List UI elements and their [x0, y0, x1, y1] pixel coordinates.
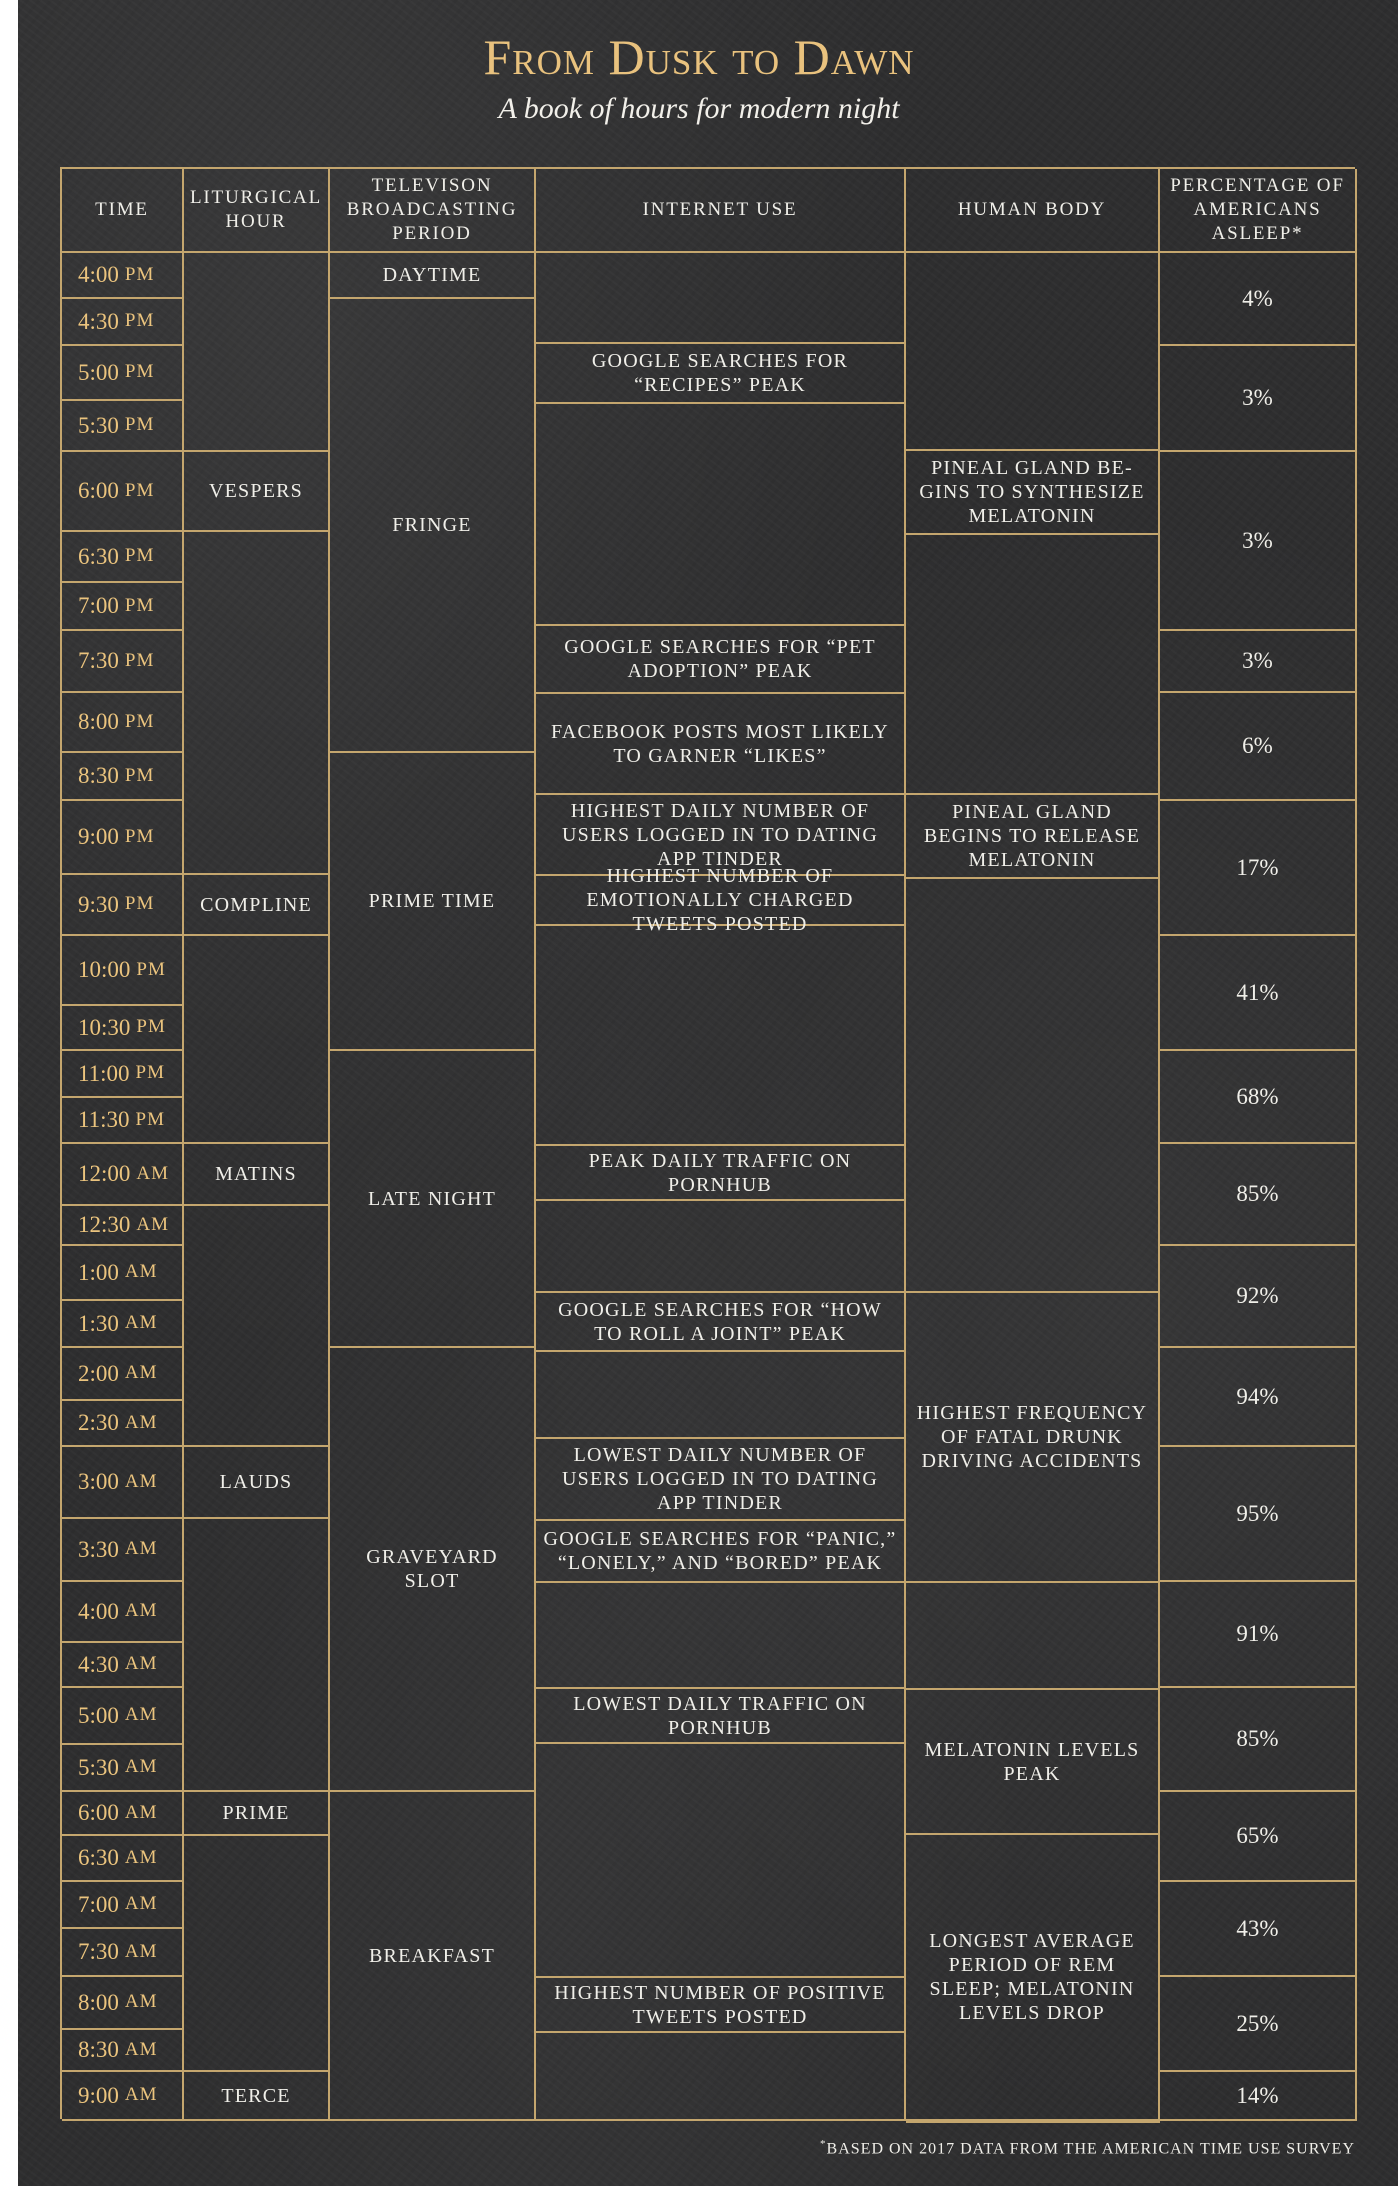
percent-asleep-cell: 65%	[1160, 1792, 1357, 1882]
time-cell	[62, 1098, 184, 1144]
time-meridiem: PM	[124, 263, 155, 285]
time-value: 7:30	[78, 648, 119, 674]
percent-asleep-cell: 94%	[1160, 1348, 1357, 1447]
time-meridiem: PM	[124, 764, 155, 786]
internet-use-cell: GOOGLE SEARCHES FOR “HOW TO ROLL A JOINT” PEAK	[536, 1293, 906, 1352]
percent-asleep-cell: 6%	[1160, 693, 1357, 801]
time-meridiem: AM	[136, 1213, 170, 1235]
time-value: 2:30	[78, 1410, 119, 1436]
percent-asleep-cell: 4%	[1160, 253, 1357, 346]
time-value: 1:00	[78, 1259, 119, 1285]
liturgical-hour-cell: VESPERS	[184, 452, 330, 532]
time-meridiem: PM	[124, 825, 155, 847]
internet-use-cell: LOWEST DAILY NUMBER OF USERS LOGGED IN TO DATING APP TINDER	[536, 1439, 906, 1521]
header-pct: PERCENTAGE OF AMERICANS ASLEEP*	[1160, 169, 1357, 253]
header-body: HUMAN BODY	[906, 169, 1160, 253]
tv-period-cell: FRINGE	[330, 299, 536, 753]
internet-use-cell: HIGHEST NUMBER OF POSITIVE TWEETS POSTED	[536, 1978, 906, 2033]
internet-use-cell: GOOGLE SEARCHES FOR “PET ADOPTION” PEAK	[536, 626, 906, 694]
time-value: 9:00	[78, 2082, 119, 2108]
time-cell	[62, 1745, 184, 1792]
internet-use-cell: LOWEST DAILY TRAFFIC ON PORNHUB	[536, 1689, 906, 1744]
time-meridiem: AM	[124, 1362, 158, 1384]
time-value: 8:30	[78, 2037, 119, 2063]
time-cell	[62, 1301, 184, 1348]
human-body-empty-cell	[906, 535, 1160, 795]
footnote	[820, 2138, 1355, 2158]
human-body-cell: PINEAL GLAND BEGINS TO RELEASE MELATONIN	[906, 795, 1160, 879]
header-liturgical: LITURGICAL HOUR	[184, 169, 330, 253]
liturgical-empty-cell	[184, 1836, 330, 2072]
percent-asleep-cell: 43%	[1160, 1882, 1357, 1977]
internet-empty-cell	[536, 253, 906, 344]
time-value: 11:30	[78, 1107, 130, 1133]
header-tv: TELEVISON BROADCASTING PERIOD	[330, 169, 536, 253]
time-value: 6:30	[78, 1845, 119, 1871]
footnote-text: BASED ON 2017 DATA FROM THE AMERICAN TIME USE SURVEY	[826, 2140, 1355, 2158]
liturgical-hour-cell: TERCE	[184, 2072, 330, 2121]
time-cell	[62, 401, 184, 452]
time-value: 5:00	[78, 359, 119, 385]
time-value: 12:00	[78, 1161, 131, 1187]
time-cell	[62, 631, 184, 693]
liturgical-hour-cell: COMPLINE	[184, 875, 330, 936]
night-schedule-table	[60, 167, 1355, 2119]
time-meridiem: PM	[124, 893, 155, 915]
liturgical-empty-cell	[184, 1206, 330, 1447]
time-meridiem: PM	[124, 710, 155, 732]
human-body-cell: PINEAL GLAND BE-GINS TO SYNTHESIZE MELATONIN	[906, 451, 1160, 535]
time-cell	[62, 583, 184, 631]
time-value: 6:00	[78, 1800, 119, 1826]
time-cell	[62, 1882, 184, 1929]
time-value: 8:00	[78, 709, 119, 735]
time-value: 12:30	[78, 1212, 131, 1238]
percent-asleep-cell: 85%	[1160, 1144, 1357, 1246]
footnote-marker: *	[820, 2138, 827, 2150]
human-body-cell: HIGHEST FREQUENCY OF FATAL DRUNK DRIVING ACCIDENTS	[906, 1293, 1160, 1583]
time-value: 4:00	[78, 262, 119, 288]
time-value: 4:00	[78, 1598, 119, 1624]
time-value: 2:00	[78, 1360, 119, 1386]
time-meridiem: AM	[124, 1653, 158, 1675]
time-meridiem: PM	[135, 1062, 166, 1084]
liturgical-hour-cell: LAUDS	[184, 1447, 330, 1519]
time-cell	[62, 801, 184, 875]
percent-asleep-cell: 14%	[1160, 2072, 1357, 2121]
human-body-empty-cell	[906, 879, 1160, 1293]
liturgical-hour-cell: MATINS	[184, 1144, 330, 1206]
internet-empty-cell	[536, 2033, 906, 2121]
time-value: 5:30	[78, 1754, 119, 1780]
time-cell	[62, 753, 184, 801]
time-cell	[62, 1051, 184, 1098]
time-value: 1:30	[78, 1310, 119, 1336]
time-meridiem: PM	[124, 414, 155, 436]
time-cell	[62, 1582, 184, 1643]
time-meridiem: AM	[124, 1846, 158, 1868]
time-meridiem: PM	[124, 310, 155, 332]
time-cell	[62, 936, 184, 1006]
page-subtitle: A book of hours for modern night	[498, 92, 900, 125]
time-value: 7:00	[78, 1891, 119, 1917]
time-meridiem: AM	[124, 1756, 158, 1778]
internet-empty-cell	[536, 926, 906, 1146]
time-meridiem: AM	[124, 1991, 158, 2013]
time-value: 3:30	[78, 1536, 119, 1562]
header-internet: INTERNET USE	[536, 169, 906, 253]
time-cell	[62, 1836, 184, 1882]
liturgical-empty-cell	[184, 532, 330, 875]
time-value: 10:30	[78, 1014, 131, 1040]
liturgical-hour-cell: PRIME	[184, 1792, 330, 1836]
time-meridiem: PM	[135, 1108, 166, 1130]
time-meridiem: AM	[124, 1538, 158, 1560]
time-cell	[62, 1246, 184, 1301]
time-cell	[62, 1447, 184, 1519]
time-cell	[62, 532, 184, 583]
percent-asleep-cell: 85%	[1160, 1688, 1357, 1792]
time-cell	[62, 346, 184, 401]
time-meridiem: PM	[124, 649, 155, 671]
percent-asleep-cell: 41%	[1160, 936, 1357, 1051]
human-body-empty-cell	[906, 2121, 1160, 2123]
internet-use-cell: HIGHEST DAILY NUMBER OF USERS LOGGED IN TO DATING APP TINDER	[536, 795, 906, 876]
percent-asleep-cell: 68%	[1160, 1051, 1357, 1144]
header-time: TIME	[62, 169, 184, 253]
internet-empty-cell	[536, 1352, 906, 1439]
time-meridiem: AM	[124, 1600, 158, 1622]
liturgical-empty-cell	[184, 936, 330, 1144]
time-cell	[62, 1929, 184, 1977]
percent-asleep-cell: 91%	[1160, 1582, 1357, 1688]
time-meridiem: AM	[124, 1470, 158, 1492]
time-meridiem: AM	[124, 1261, 158, 1283]
internet-use-cell: PEAK DAILY TRAFFIC ON PORNHUB	[536, 1146, 906, 1201]
human-body-empty-cell	[906, 253, 1160, 451]
time-meridiem: PM	[124, 479, 155, 501]
time-meridiem: AM	[124, 2084, 158, 2106]
time-value: 3:00	[78, 1469, 119, 1495]
time-cell	[62, 1206, 184, 1246]
time-cell	[62, 1401, 184, 1447]
time-cell	[62, 1643, 184, 1688]
time-value: 9:30	[78, 891, 119, 917]
tv-period-cell: DAYTIME	[330, 253, 536, 299]
time-cell	[62, 1006, 184, 1051]
liturgical-empty-cell	[184, 1519, 330, 1792]
tv-period-cell: PRIME TIME	[330, 753, 536, 1051]
time-value: 5:00	[78, 1702, 119, 1728]
percent-asleep-cell: 95%	[1160, 1447, 1357, 1582]
internet-use-cell: HIGHEST NUMBER OF EMOTIONALLY CHARGED TWEETS POSTED	[536, 876, 906, 926]
internet-use-cell: FACEBOOK POSTS MOST LIKELY TO GARNER “LIKES”	[536, 694, 906, 795]
human-body-cell: LONGEST AVERAGE PERIOD OF REM SLEEP; MELATONIN LEVELS DROP	[906, 1835, 1160, 2121]
human-body-empty-cell	[906, 1583, 1160, 1690]
time-value: 11:00	[78, 1060, 130, 1086]
internet-empty-cell	[536, 1583, 906, 1689]
time-value: 6:00	[78, 478, 119, 504]
time-meridiem: PM	[136, 958, 166, 980]
time-value: 8:30	[78, 763, 119, 789]
tv-period-cell: GRAVEYARD SLOT	[330, 1348, 536, 1792]
percent-asleep-cell: 17%	[1160, 801, 1357, 936]
internet-use-cell: GOOGLE SEARCHES FOR “PANIC,” “LONELY,” AND “BORED” PEAK	[536, 1521, 906, 1583]
human-body-cell: MELATONIN LEVELS PEAK	[906, 1690, 1160, 1835]
time-cell	[62, 875, 184, 936]
internet-use-cell: GOOGLE SEARCHES FOR “RECIPES” PEAK	[536, 344, 906, 404]
time-meridiem: AM	[124, 1893, 158, 1915]
time-cell	[62, 299, 184, 346]
time-meridiem: AM	[124, 1801, 158, 1823]
time-meridiem: PM	[124, 361, 155, 383]
time-cell	[62, 1519, 184, 1582]
time-meridiem: PM	[124, 545, 155, 567]
time-cell	[62, 1792, 184, 1836]
time-cell	[62, 1348, 184, 1401]
percent-asleep-cell: 3%	[1160, 452, 1357, 631]
time-meridiem: PM	[136, 1016, 166, 1038]
time-cell	[62, 1688, 184, 1745]
time-value: 4:30	[78, 1651, 119, 1677]
time-meridiem: PM	[124, 594, 155, 616]
percent-asleep-cell: 3%	[1160, 631, 1357, 693]
liturgical-empty-cell	[184, 253, 330, 452]
time-value: 4:30	[78, 308, 119, 334]
percent-asleep-cell: 25%	[1160, 1977, 1357, 2072]
tv-period-cell: BREAKFAST	[330, 1792, 536, 2121]
time-value: 7:30	[78, 1939, 119, 1965]
time-value: 9:00	[78, 824, 119, 850]
percent-asleep-cell: 92%	[1160, 1246, 1357, 1348]
time-meridiem: AM	[124, 1940, 158, 1962]
time-value: 7:00	[78, 593, 119, 619]
time-meridiem: AM	[124, 1411, 158, 1433]
time-cell	[62, 452, 184, 532]
time-cell	[62, 2072, 184, 2121]
time-value: 6:30	[78, 543, 119, 569]
time-value: 8:00	[78, 1989, 119, 2015]
internet-empty-cell	[536, 404, 906, 626]
time-value: 5:30	[78, 412, 119, 438]
time-cell	[62, 1977, 184, 2030]
time-cell	[62, 1144, 184, 1206]
internet-empty-cell	[536, 1744, 906, 1978]
tv-period-cell: LATE NIGHT	[330, 1051, 536, 1348]
time-meridiem: AM	[136, 1162, 170, 1184]
internet-empty-cell	[536, 1201, 906, 1293]
time-meridiem: AM	[124, 1312, 158, 1334]
time-meridiem: AM	[124, 1704, 158, 1726]
time-meridiem: AM	[124, 2038, 158, 2060]
time-cell	[62, 693, 184, 753]
time-cell	[62, 2030, 184, 2072]
percent-asleep-cell: 3%	[1160, 346, 1357, 452]
time-value: 10:00	[78, 957, 131, 983]
time-cell	[62, 253, 184, 299]
page-title: From Dusk to Dawn	[483, 29, 915, 85]
